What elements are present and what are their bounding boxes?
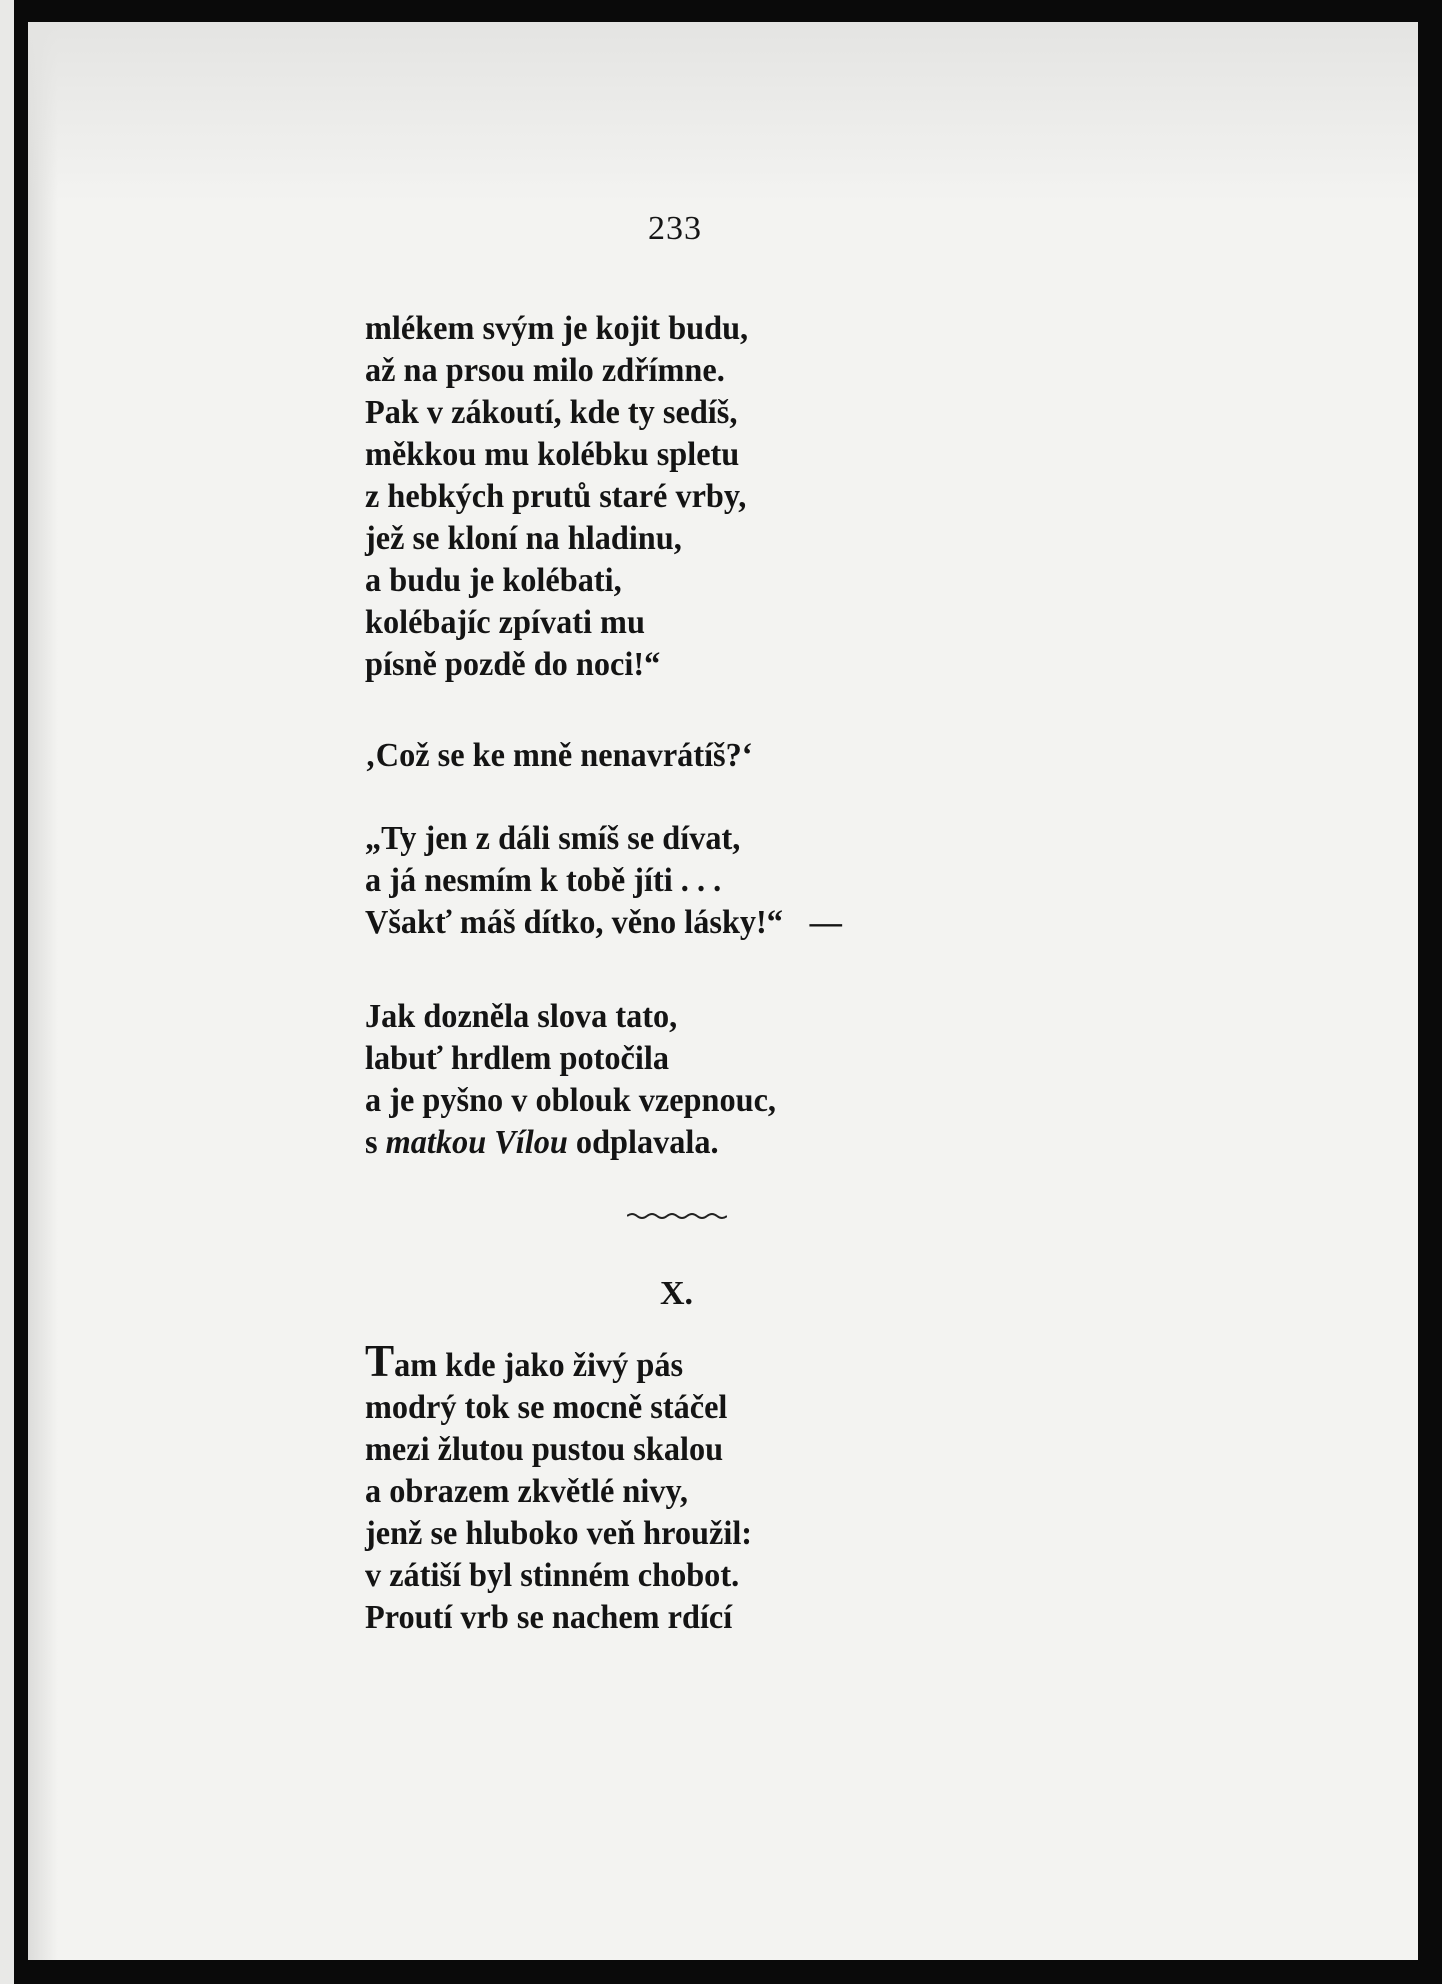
verse-line: písně pozdě do noci!“ [365,646,661,683]
stanza-3 [365,818,867,944]
stanza-1 [365,308,768,686]
verse-line: Proutí vrb se nachem rdící [365,1599,733,1636]
dialogue-dash: — [809,904,842,941]
verse-line: a obrazem zkvětlé nivy, [365,1473,688,1510]
verse-text-pre: s [365,1124,386,1161]
page-number: 233 [648,210,702,247]
verse-line: mezi žlutou pustou skalou [365,1431,724,1468]
verse-line: v zátiší byl stinném chobot. [365,1557,740,1594]
verse-line: měkkou mu kolébku spletu [365,436,740,473]
verse-line: a já nesmím k tobě jíti . . . [365,862,722,899]
stanza-2 [365,735,773,777]
verse-line: jenž se hluboko veň hroužil: [365,1515,753,1552]
verse-line: a je pyšno v oblouk vzepnouc, [365,1082,777,1119]
verse-line [365,1122,776,1164]
verse-line [365,1335,752,1387]
verse-line [365,902,842,944]
verse-line: až na prsou milo zdřímne. [365,352,725,389]
verse-line: modrý tok se mocně stáčel [365,1389,728,1426]
verse-line: Jak dozněla slova tato, [365,998,678,1035]
verse-line: z hebkých prutů staré vrby, [365,478,747,515]
verse-line: a budu je kolébati, [365,562,622,599]
scan-left-margin [0,0,14,1984]
wavy-separator [627,1210,727,1220]
verse-line: mlékem svým je kojit budu, [365,310,749,347]
verse-line: kolébajíc zpívati mu [365,604,645,641]
verse-text-italic: matkou Vílou [385,1124,568,1161]
section-numeral: X. [660,1275,694,1312]
page-top-shadow [28,22,1418,202]
section-x-stanza [365,1335,772,1639]
page-gutter-shadow [28,22,58,1960]
verse-line: labuť hrdlem potočila [365,1040,669,1077]
drop-cap: T [365,1335,395,1386]
verse-line: ‚Což se ke mně nenavrátíš?‘ [365,737,753,774]
stanza-4 [365,996,798,1164]
verse-text: am kde jako živý pás [394,1347,684,1384]
verse-line: „Ty jen z dáli smíš se dívat, [365,820,741,857]
verse-text: Všakť máš dítko, věno lásky!“ [365,904,783,941]
verse-line: Pak v zákoutí, kde ty sedíš, [365,394,738,431]
verse-line: jež se kloní na hladinu, [365,520,682,557]
verse-text-post: odplavala. [567,1124,719,1161]
